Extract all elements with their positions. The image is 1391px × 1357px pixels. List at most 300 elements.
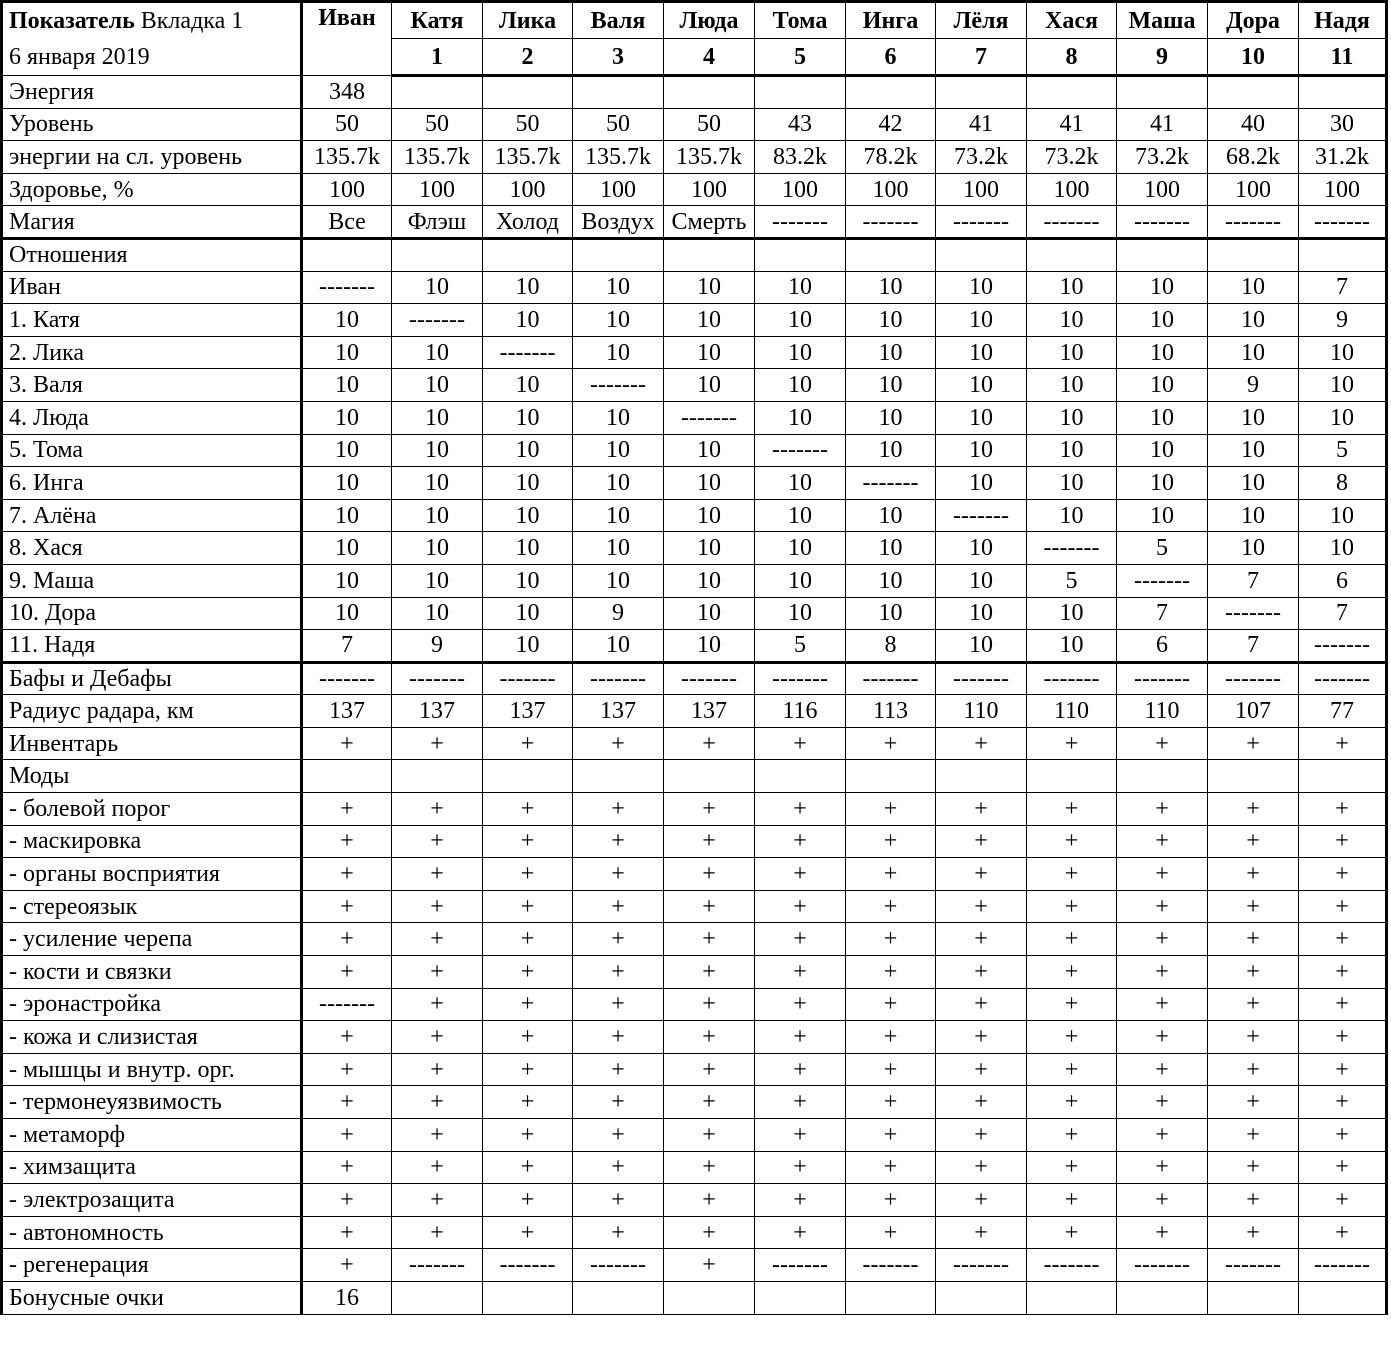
row-label: - маскировка xyxy=(2,825,302,858)
table-cell: 78.2k xyxy=(846,141,936,174)
table-row xyxy=(2,597,1387,630)
table-cell: 10 xyxy=(1117,271,1208,304)
table-cell xyxy=(664,1281,755,1314)
table-cell: + xyxy=(392,923,483,956)
table-cell: + xyxy=(936,890,1027,923)
table-cell xyxy=(1117,238,1208,271)
table-cell: + xyxy=(664,1053,755,1086)
table-cell: 10 xyxy=(302,597,392,630)
table-cell: 135.7k xyxy=(664,141,755,174)
column-header-name: Люда xyxy=(664,2,755,39)
table-cell: + xyxy=(392,825,483,858)
table-cell: 10 xyxy=(846,532,936,565)
column-header-name: Надя xyxy=(1299,2,1387,39)
table-cell: 10 xyxy=(1208,336,1299,369)
table-cell: 10 xyxy=(1027,401,1117,434)
table-cell: 10 xyxy=(1117,499,1208,532)
table-cell: + xyxy=(1299,793,1387,826)
table-cell: + xyxy=(1299,890,1387,923)
table-cell: 10 xyxy=(936,564,1027,597)
table-cell: 10 xyxy=(664,369,755,402)
row-label: Инвентарь xyxy=(2,727,302,760)
table-cell: + xyxy=(1117,825,1208,858)
table-cell: + xyxy=(1299,1119,1387,1152)
table-row xyxy=(2,793,1387,826)
table-cell: + xyxy=(573,1216,664,1249)
table-cell: + xyxy=(664,858,755,891)
table-cell: 10 xyxy=(936,304,1027,337)
table-cell: Все xyxy=(302,206,392,239)
table-cell xyxy=(1027,238,1117,271)
table-cell: + xyxy=(755,890,846,923)
column-header-number: 4 xyxy=(664,39,755,76)
table-cell: 5 xyxy=(1027,564,1117,597)
table-cell: + xyxy=(1208,1151,1299,1184)
table-cell: 10 xyxy=(302,369,392,402)
table-cell: + xyxy=(483,825,573,858)
table-cell: 10 xyxy=(302,467,392,500)
table-cell: + xyxy=(1208,858,1299,891)
table-row xyxy=(2,401,1387,434)
table-cell: + xyxy=(573,988,664,1021)
table-cell xyxy=(1208,760,1299,793)
row-label: 1. Катя xyxy=(2,304,302,337)
table-row xyxy=(2,1216,1387,1249)
table-cell: 10 xyxy=(573,532,664,565)
table-cell: 137 xyxy=(483,695,573,728)
table-row xyxy=(2,1021,1387,1054)
table-cell: ------- xyxy=(1027,662,1117,695)
table-cell: 137 xyxy=(664,695,755,728)
table-cell: + xyxy=(392,1151,483,1184)
table-cell: + xyxy=(664,956,755,989)
table-row xyxy=(2,630,1387,663)
table-cell: + xyxy=(846,1053,936,1086)
table-cell: ------- xyxy=(1027,1249,1117,1282)
table-cell: ------- xyxy=(1117,564,1208,597)
table-cell xyxy=(483,76,573,109)
table-cell: 10 xyxy=(1027,434,1117,467)
table-cell: 10 xyxy=(573,271,664,304)
table-cell: + xyxy=(573,956,664,989)
table-cell: + xyxy=(483,1053,573,1086)
table-cell: 9 xyxy=(1299,304,1387,337)
table-cell: + xyxy=(1299,1151,1387,1184)
table-cell: 10 xyxy=(1027,271,1117,304)
table-cell xyxy=(846,76,936,109)
table-cell: ------- xyxy=(664,401,755,434)
table-cell: + xyxy=(573,1086,664,1119)
table-cell: + xyxy=(1027,1184,1117,1217)
table-cell: 100 xyxy=(846,173,936,206)
table-cell xyxy=(1027,760,1117,793)
table-cell: Смерть xyxy=(664,206,755,239)
row-label: - термонеуязвимость xyxy=(2,1086,302,1119)
table-cell: 10 xyxy=(846,597,936,630)
table-cell: ------- xyxy=(302,662,392,695)
table-cell: + xyxy=(1208,727,1299,760)
table-cell: 40 xyxy=(1208,108,1299,141)
table-cell xyxy=(1117,760,1208,793)
table-cell: 77 xyxy=(1299,695,1387,728)
table-cell: + xyxy=(1117,1216,1208,1249)
row-label: Магия xyxy=(2,206,302,239)
table-cell: ------- xyxy=(846,662,936,695)
table-cell: + xyxy=(392,1021,483,1054)
row-label: Моды xyxy=(2,760,302,793)
row-label: - метаморф xyxy=(2,1119,302,1152)
table-cell: 5 xyxy=(1299,434,1387,467)
table-cell: ------- xyxy=(392,304,483,337)
row-label: Бонусные очки xyxy=(2,1281,302,1314)
table-cell: + xyxy=(1208,890,1299,923)
table-cell: + xyxy=(1117,858,1208,891)
table-cell: + xyxy=(1117,1021,1208,1054)
table-row xyxy=(2,173,1387,206)
table-cell xyxy=(846,1281,936,1314)
table-cell: + xyxy=(1027,1119,1117,1152)
table-cell: + xyxy=(664,825,755,858)
table-cell: 10 xyxy=(392,369,483,402)
table-cell xyxy=(664,76,755,109)
table-cell: 7 xyxy=(1208,630,1299,663)
table-cell: 50 xyxy=(392,108,483,141)
table-cell: + xyxy=(1299,1086,1387,1119)
table-cell: + xyxy=(483,890,573,923)
table-cell: + xyxy=(1299,825,1387,858)
table-cell: 10 xyxy=(1117,304,1208,337)
column-header-number: 11 xyxy=(1299,39,1387,76)
table-cell: + xyxy=(936,1086,1027,1119)
table-cell: + xyxy=(1027,890,1117,923)
table-cell: 110 xyxy=(1117,695,1208,728)
table-cell: 110 xyxy=(936,695,1027,728)
table-cell: 41 xyxy=(1027,108,1117,141)
table-cell xyxy=(483,238,573,271)
table-cell: ------- xyxy=(846,467,936,500)
table-cell: 10 xyxy=(846,369,936,402)
row-label: - стереоязык xyxy=(2,890,302,923)
table-cell xyxy=(664,238,755,271)
table-cell: 100 xyxy=(1299,173,1387,206)
table-cell: 10 xyxy=(755,401,846,434)
table-cell: + xyxy=(483,923,573,956)
table-cell: + xyxy=(573,923,664,956)
table-cell: + xyxy=(483,1119,573,1152)
table-cell: + xyxy=(1208,1119,1299,1152)
table-cell: 10 xyxy=(846,499,936,532)
table-cell: 10 xyxy=(483,467,573,500)
table-cell: 10 xyxy=(1299,369,1387,402)
column-header-number: 10 xyxy=(1208,39,1299,76)
table-cell: 10 xyxy=(936,467,1027,500)
table-cell: ------- xyxy=(846,206,936,239)
table-cell: 10 xyxy=(483,271,573,304)
table-cell: 137 xyxy=(573,695,664,728)
table-cell: 68.2k xyxy=(1208,141,1299,174)
table-cell: + xyxy=(1299,727,1387,760)
table-cell: + xyxy=(483,1151,573,1184)
table-cell: 10 xyxy=(1208,467,1299,500)
table-cell: 10 xyxy=(392,564,483,597)
table-cell: 10 xyxy=(664,532,755,565)
table-cell: + xyxy=(846,956,936,989)
table-cell: + xyxy=(664,890,755,923)
table-cell: + xyxy=(936,727,1027,760)
table-cell: + xyxy=(1117,1151,1208,1184)
row-label: Радиус радара, км xyxy=(2,695,302,728)
row-label: энергии на сл. уровень xyxy=(2,141,302,174)
table-cell: + xyxy=(755,1021,846,1054)
table-cell xyxy=(846,238,936,271)
table-cell: + xyxy=(392,956,483,989)
table-cell: + xyxy=(1208,988,1299,1021)
table-cell: + xyxy=(846,858,936,891)
row-label: Уровень xyxy=(2,108,302,141)
table-cell: 10 xyxy=(392,271,483,304)
table-cell xyxy=(573,76,664,109)
table-cell: 10 xyxy=(1208,401,1299,434)
table-row xyxy=(2,206,1387,239)
table-cell xyxy=(483,1281,573,1314)
table-cell: 10 xyxy=(392,499,483,532)
table-cell: + xyxy=(392,890,483,923)
table-cell: + xyxy=(573,793,664,826)
row-label: - эронастройка xyxy=(2,988,302,1021)
table-cell: + xyxy=(1027,825,1117,858)
table-cell: + xyxy=(1117,793,1208,826)
table-cell: 10 xyxy=(936,336,1027,369)
row-label: 5. Тома xyxy=(2,434,302,467)
table-row xyxy=(2,760,1387,793)
table-row xyxy=(2,1119,1387,1152)
table-cell: 5 xyxy=(755,630,846,663)
table-cell: + xyxy=(846,1151,936,1184)
table-cell: + xyxy=(664,1119,755,1152)
column-header-number: 1 xyxy=(392,39,483,76)
table-cell: 6 xyxy=(1299,564,1387,597)
table-cell: + xyxy=(1117,1119,1208,1152)
table-cell xyxy=(1117,76,1208,109)
table-cell: ------- xyxy=(573,662,664,695)
row-label: - усиление черепа xyxy=(2,923,302,956)
row-label: Бафы и Дебафы xyxy=(2,662,302,695)
table-cell: 30 xyxy=(1299,108,1387,141)
column-header-number: 7 xyxy=(936,39,1027,76)
row-label: Здоровье, % xyxy=(2,173,302,206)
table-cell: + xyxy=(483,1184,573,1217)
table-cell: + xyxy=(936,923,1027,956)
table-row xyxy=(2,1086,1387,1119)
table-cell: 10 xyxy=(483,401,573,434)
table-cell: 10 xyxy=(1208,532,1299,565)
table-cell: 6 xyxy=(1117,630,1208,663)
table-cell: + xyxy=(755,1086,846,1119)
column-header-name: Тома xyxy=(755,2,846,39)
table-cell: + xyxy=(936,825,1027,858)
table-cell: 7 xyxy=(302,630,392,663)
table-cell: 9 xyxy=(573,597,664,630)
table-cell: + xyxy=(483,727,573,760)
table-cell: 10 xyxy=(755,271,846,304)
table-cell: 10 xyxy=(1208,304,1299,337)
table-row xyxy=(2,988,1387,1021)
table-row xyxy=(2,467,1387,500)
table-cell: + xyxy=(302,890,392,923)
table-cell: 10 xyxy=(1027,369,1117,402)
header-title-cell xyxy=(2,2,302,76)
table-cell: ------- xyxy=(573,369,664,402)
table-cell: 41 xyxy=(936,108,1027,141)
table-cell: + xyxy=(755,1184,846,1217)
table-cell: 100 xyxy=(755,173,846,206)
table-cell: + xyxy=(1027,1086,1117,1119)
table-cell: 10 xyxy=(1027,304,1117,337)
table-cell: 135.7k xyxy=(573,141,664,174)
table-cell: + xyxy=(846,727,936,760)
table-cell: + xyxy=(846,890,936,923)
table-cell: + xyxy=(755,1216,846,1249)
table-cell: + xyxy=(392,727,483,760)
table-cell: + xyxy=(483,793,573,826)
table-cell: + xyxy=(1027,858,1117,891)
table-cell xyxy=(1299,760,1387,793)
table-cell: + xyxy=(1208,825,1299,858)
table-cell: 10 xyxy=(755,336,846,369)
table-cell: 10 xyxy=(755,369,846,402)
table-cell: + xyxy=(936,858,1027,891)
table-cell: 10 xyxy=(1299,401,1387,434)
table-cell: 135.7k xyxy=(302,141,392,174)
table-cell: + xyxy=(1208,956,1299,989)
table-cell: ------- xyxy=(392,1249,483,1282)
table-cell: 10 xyxy=(936,532,1027,565)
table-cell: + xyxy=(302,1053,392,1086)
table-cell: + xyxy=(664,1249,755,1282)
table-cell: ------- xyxy=(1208,597,1299,630)
table-row xyxy=(2,108,1387,141)
table-cell: + xyxy=(1208,1184,1299,1217)
row-label: - мышцы и внутр. орг. xyxy=(2,1053,302,1086)
table-cell: 73.2k xyxy=(1117,141,1208,174)
column-header-name: Иван xyxy=(302,2,392,76)
table-cell: 10 xyxy=(573,434,664,467)
table-row xyxy=(2,369,1387,402)
column-header-name: Инга xyxy=(846,2,936,39)
table-cell: + xyxy=(664,988,755,1021)
table-cell: + xyxy=(936,956,1027,989)
table-cell: + xyxy=(755,1119,846,1152)
table-cell xyxy=(392,760,483,793)
table-cell: ------- xyxy=(573,1249,664,1282)
table-cell: 10 xyxy=(755,499,846,532)
table-cell xyxy=(755,76,846,109)
table-cell: Воздух xyxy=(573,206,664,239)
table-row xyxy=(2,336,1387,369)
table-cell: 10 xyxy=(664,336,755,369)
table-cell: ------- xyxy=(302,988,392,1021)
table-cell: ------- xyxy=(936,1249,1027,1282)
table-cell: + xyxy=(936,1119,1027,1152)
table-cell: 10 xyxy=(1117,434,1208,467)
header-title-bold: Показатель xyxy=(9,8,135,34)
table-cell: + xyxy=(483,1021,573,1054)
column-header-name: Катя xyxy=(392,2,483,39)
table-cell: 10 xyxy=(664,467,755,500)
table-cell: + xyxy=(302,1119,392,1152)
table-cell: 10 xyxy=(483,434,573,467)
table-cell: + xyxy=(573,858,664,891)
table-cell: 10 xyxy=(664,434,755,467)
column-header-number: 2 xyxy=(483,39,573,76)
table-cell: + xyxy=(1027,923,1117,956)
table-cell: + xyxy=(846,1119,936,1152)
table-cell: + xyxy=(755,727,846,760)
row-label: 8. Хася xyxy=(2,532,302,565)
table-cell: + xyxy=(573,1021,664,1054)
table-cell: 10 xyxy=(1117,369,1208,402)
table-cell: 83.2k xyxy=(755,141,846,174)
header-title-tab: Вкладка 1 xyxy=(134,8,244,34)
table-cell: + xyxy=(302,825,392,858)
table-cell: + xyxy=(664,1021,755,1054)
table-cell: + xyxy=(573,825,664,858)
table-cell: ------- xyxy=(755,1249,846,1282)
table-row xyxy=(2,1151,1387,1184)
table-cell: ------- xyxy=(1299,630,1387,663)
table-cell: 10 xyxy=(302,564,392,597)
table-cell: ------- xyxy=(936,499,1027,532)
table-cell: 10 xyxy=(1117,467,1208,500)
row-label: 2. Лика xyxy=(2,336,302,369)
table-cell xyxy=(302,238,392,271)
table-row xyxy=(2,858,1387,891)
table-cell: 10 xyxy=(664,630,755,663)
table-cell: 10 xyxy=(1299,499,1387,532)
table-cell xyxy=(755,760,846,793)
table-cell: + xyxy=(664,793,755,826)
table-row xyxy=(2,304,1387,337)
table-cell: + xyxy=(392,1119,483,1152)
row-label: - кости и связки xyxy=(2,956,302,989)
table-cell: + xyxy=(846,1184,936,1217)
row-label: - электрозащита xyxy=(2,1184,302,1217)
table-cell: 8 xyxy=(1299,467,1387,500)
column-header-name: Дора xyxy=(1208,2,1299,39)
table-cell: 10 xyxy=(573,336,664,369)
table-cell xyxy=(1117,1281,1208,1314)
table-cell: ------- xyxy=(1117,206,1208,239)
table-cell: + xyxy=(1117,956,1208,989)
table-row xyxy=(2,727,1387,760)
column-header-name: Маша xyxy=(1117,2,1208,39)
row-label: 9. Маша xyxy=(2,564,302,597)
column-header-name: Хася xyxy=(1027,2,1117,39)
table-cell: + xyxy=(1299,1216,1387,1249)
table-cell: + xyxy=(846,793,936,826)
table-cell: 137 xyxy=(392,695,483,728)
table-cell: + xyxy=(755,825,846,858)
table-cell: ------- xyxy=(1208,206,1299,239)
table-cell xyxy=(1299,76,1387,109)
table-cell: + xyxy=(936,1053,1027,1086)
table-cell: + xyxy=(1208,923,1299,956)
table-cell: + xyxy=(483,1086,573,1119)
table-cell: + xyxy=(302,727,392,760)
table-cell: 10 xyxy=(846,564,936,597)
table-cell xyxy=(1208,76,1299,109)
table-cell: + xyxy=(573,1119,664,1152)
